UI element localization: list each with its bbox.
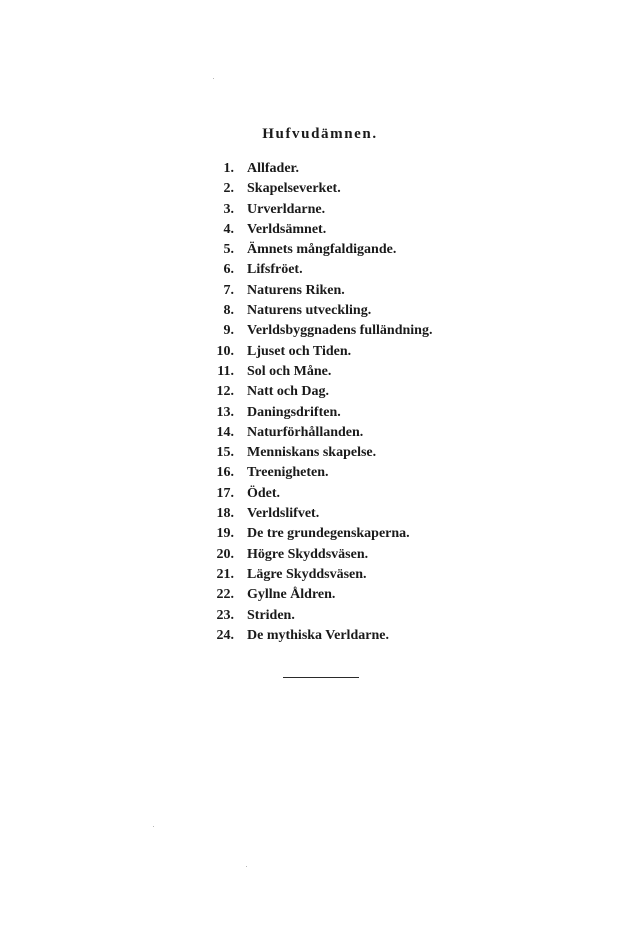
contents-entry [200, 565, 432, 585]
entry-number: 24. [216, 627, 234, 643]
contents-entry [200, 606, 432, 626]
entry-number: 16. [216, 465, 234, 481]
entry-number: 20. [216, 546, 234, 562]
entry-title: Sol och Måne. [247, 363, 332, 379]
contents-entry [200, 200, 432, 220]
entry-number: 4. [223, 221, 234, 237]
contents-entry [200, 585, 432, 605]
entry-number: 17. [216, 485, 234, 501]
contents-entry [200, 484, 432, 504]
entry-title: Verldslifvet. [247, 506, 320, 522]
paper-speck [213, 78, 214, 79]
contents-entry [200, 220, 432, 240]
entry-number: 8. [223, 303, 234, 319]
entry-title: Högre Skyddsväsen. [247, 546, 369, 562]
entry-title: De tre grundegenskaperna. [247, 526, 410, 542]
paper-speck [153, 826, 154, 827]
entry-number: 5. [223, 242, 234, 258]
contents-entry [200, 281, 432, 301]
entry-title: Ämnets mångfaldigande. [247, 242, 397, 258]
entry-number: 9. [223, 323, 234, 339]
entry-title: Verldsbyggnadens fulländning. [247, 323, 433, 339]
entry-number: 12. [216, 384, 234, 400]
contents-entry [200, 504, 432, 524]
contents-entry [200, 240, 432, 260]
contents-entry [200, 301, 432, 321]
paper-speck [246, 866, 247, 867]
entry-number: 19. [216, 526, 234, 542]
entry-number: 11. [217, 363, 234, 379]
entry-number: 21. [216, 566, 234, 582]
entry-title: Ödet. [247, 485, 281, 501]
entry-title: Urverldarne. [247, 201, 326, 217]
entry-title: Naturförhållanden. [247, 424, 364, 440]
entry-number: 3. [223, 201, 234, 217]
entry-title: Striden. [247, 607, 295, 623]
entry-title: Daningsdriften. [247, 404, 341, 420]
contents-entry [200, 545, 432, 565]
entry-title: Allfader. [247, 161, 299, 176]
entry-title: Ljuset och Tiden. [247, 343, 352, 359]
entry-title: Lifsfröet. [247, 262, 303, 278]
entry-title: Treenigheten. [247, 465, 329, 481]
contents-entry [200, 423, 432, 443]
contents-entry [200, 382, 432, 402]
contents-list [200, 159, 432, 646]
contents-entry [200, 524, 432, 544]
entry-title: Menniskans skapelse. [247, 445, 377, 461]
contents-entry [200, 260, 432, 280]
entry-title: Natt och Dag. [247, 384, 330, 400]
entry-title: Naturens Riken. [247, 282, 345, 298]
contents-entry [200, 626, 432, 646]
entry-title: Lägre Skyddsväsen. [247, 566, 367, 582]
entry-title: Skapelseverket. [247, 181, 341, 197]
contents-entry [200, 179, 432, 199]
entry-title: De mythiska Verldarne. [247, 627, 389, 643]
entry-title: Naturens utveckling. [247, 303, 372, 319]
contents-heading: Hufvudämnen. [262, 126, 378, 142]
contents-entry [200, 342, 432, 362]
contents-entry [200, 403, 432, 423]
entry-number: 15. [216, 445, 234, 461]
entry-number: 23. [216, 607, 234, 623]
entry-number: 2. [223, 181, 234, 197]
contents-entry [200, 159, 432, 179]
contents-entry [200, 321, 432, 341]
contents-entry [200, 463, 432, 483]
entry-number: 7. [223, 282, 234, 298]
entry-number: 10. [216, 343, 234, 359]
entry-number: 14. [216, 424, 234, 440]
entry-number: 13. [216, 404, 234, 420]
contents-entry [200, 443, 432, 463]
entry-title: Gyllne Åldren. [247, 587, 336, 603]
entry-number: 22. [216, 587, 234, 603]
entry-number: 18. [216, 506, 234, 522]
contents-entry [200, 362, 432, 382]
entry-title: Verldsämnet. [247, 221, 327, 237]
entry-number: 6. [223, 262, 234, 278]
entry-number: 1. [223, 161, 234, 176]
section-divider [283, 677, 359, 678]
